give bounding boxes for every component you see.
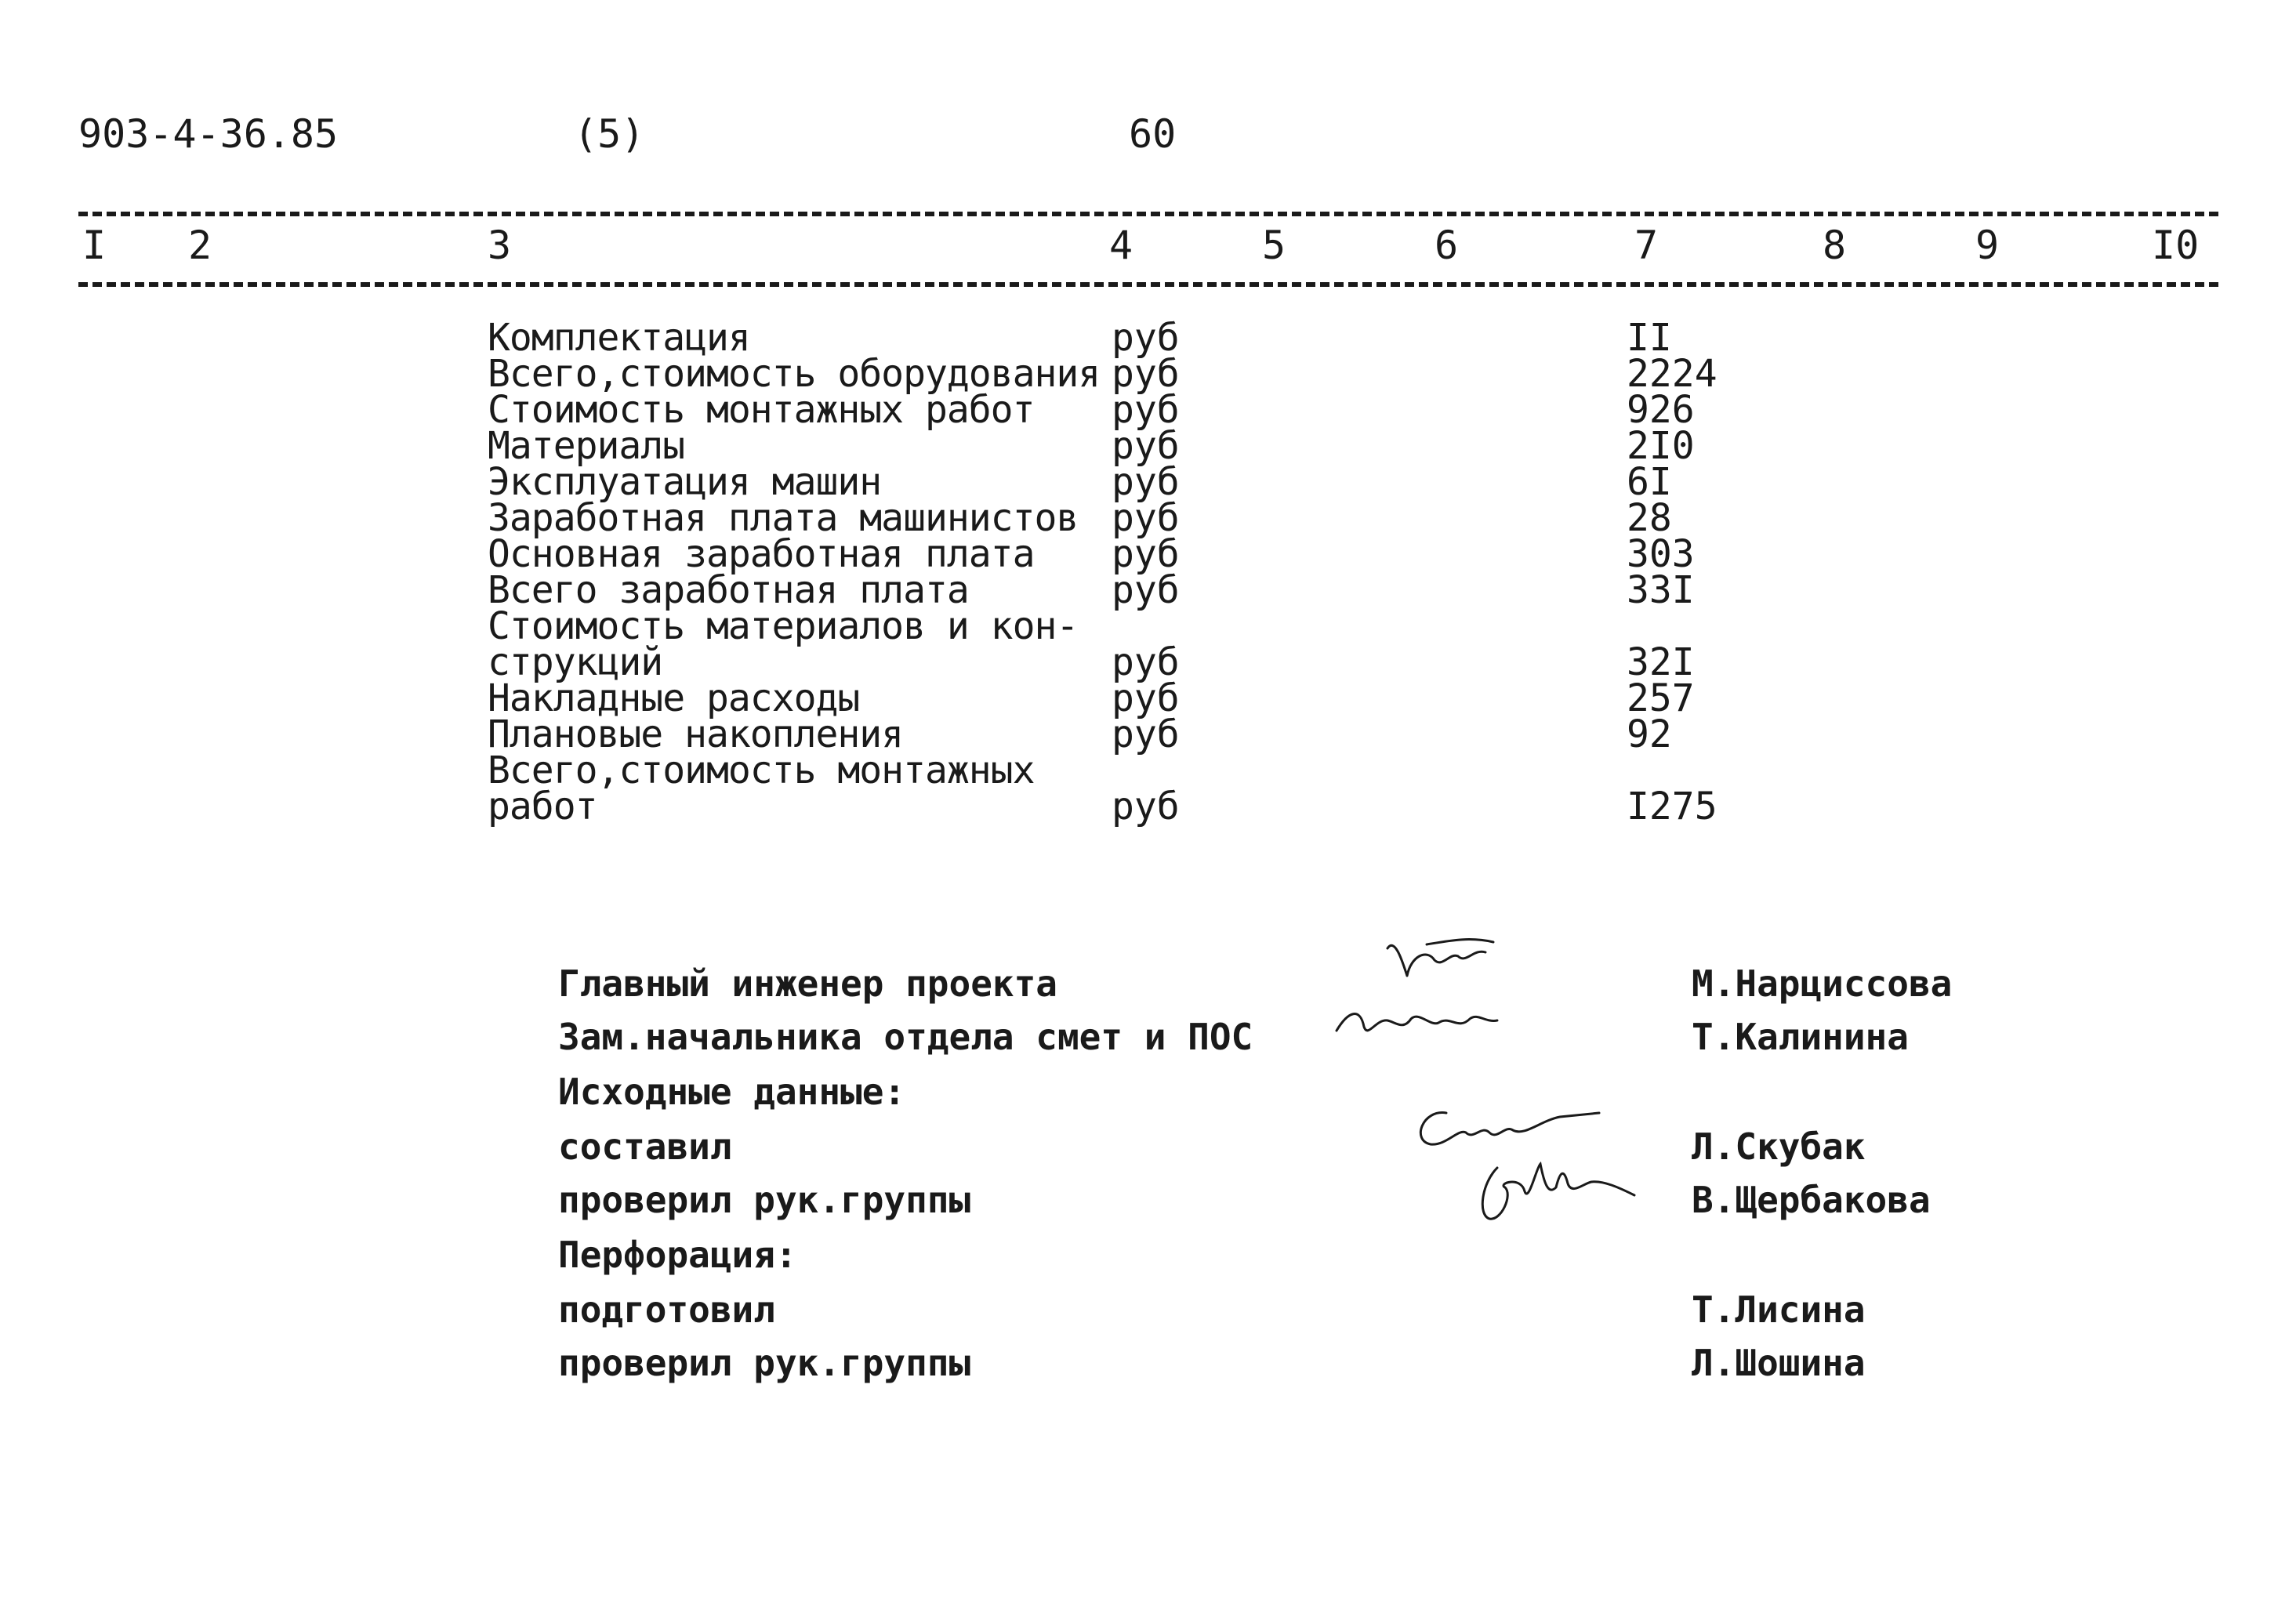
column-number: 7 bbox=[1634, 223, 1659, 268]
row-label: Плановые накопления bbox=[488, 712, 904, 756]
row-unit: руб bbox=[1112, 712, 1180, 756]
signatory-name: В.Щербакова bbox=[1692, 1179, 1931, 1221]
row-value: II bbox=[1627, 316, 1672, 360]
column-number: 2 bbox=[188, 223, 212, 268]
row-unit: руб bbox=[1112, 640, 1180, 684]
row-label: работ bbox=[488, 785, 597, 828]
row-unit: руб bbox=[1112, 785, 1180, 828]
row-label: Материалы bbox=[488, 424, 685, 468]
page-number: 60 bbox=[1129, 111, 1177, 157]
column-number: 4 bbox=[1109, 223, 1133, 268]
signatory-name: Т.Лисина bbox=[1692, 1288, 1866, 1331]
column-number: I0 bbox=[2152, 223, 2200, 268]
row-label: струкций bbox=[488, 640, 663, 684]
signature-role: подготовил bbox=[558, 1288, 775, 1331]
signature-role: Перфорация: bbox=[558, 1234, 797, 1276]
row-value: 92 bbox=[1627, 712, 1672, 756]
signature-role: проверил рук.группы bbox=[558, 1342, 971, 1384]
signature-role: Исходные данные: bbox=[558, 1071, 906, 1113]
row-value: 2224 bbox=[1627, 352, 1717, 396]
bottom-dashed-rule bbox=[78, 282, 2218, 287]
row-label: Основная заработная плата bbox=[488, 532, 1035, 576]
handwritten-signature bbox=[1403, 1097, 1615, 1160]
row-label: Всего заработная плата bbox=[488, 568, 969, 612]
column-number: 9 bbox=[1975, 223, 2000, 268]
row-label: Стоимость монтажных работ bbox=[488, 388, 1035, 432]
row-value: I275 bbox=[1627, 785, 1717, 828]
row-value: 2I0 bbox=[1627, 424, 1695, 468]
row-value: 303 bbox=[1627, 532, 1695, 576]
row-label: Эксплуатация машин bbox=[488, 460, 882, 504]
row-value: 926 bbox=[1627, 388, 1695, 432]
row-unit: руб bbox=[1112, 388, 1180, 432]
row-label: Всего,стоимость оборудования bbox=[488, 352, 1101, 396]
section-number: (5) bbox=[574, 111, 645, 157]
column-number: 5 bbox=[1262, 223, 1286, 268]
column-number: 3 bbox=[488, 223, 512, 268]
signatory-name: Л.Шошина bbox=[1692, 1342, 1866, 1384]
signature-role: проверил рук.группы bbox=[558, 1179, 971, 1221]
row-unit: руб bbox=[1112, 532, 1180, 576]
row-value: 33I bbox=[1627, 568, 1695, 612]
row-unit: руб bbox=[1112, 496, 1180, 540]
column-number: 8 bbox=[1823, 223, 1847, 268]
signatory-name: М.Нарциссова bbox=[1692, 962, 1953, 1005]
row-label: Заработная плата машинистов bbox=[488, 496, 1079, 540]
handwritten-signature bbox=[1333, 933, 1521, 1003]
row-label: Комплектация bbox=[488, 316, 750, 360]
handwritten-signature bbox=[1325, 995, 1529, 1050]
row-value: 32I bbox=[1627, 640, 1695, 684]
signatory-name: Л.Скубак bbox=[1692, 1125, 1866, 1168]
top-dashed-rule bbox=[78, 212, 2218, 216]
column-number: I bbox=[82, 223, 107, 268]
row-unit: руб bbox=[1112, 676, 1180, 720]
row-value: 257 bbox=[1627, 676, 1695, 720]
row-unit: руб bbox=[1112, 424, 1180, 468]
row-label: Всего,стоимость монтажных bbox=[488, 748, 1035, 792]
column-number: 6 bbox=[1435, 223, 1459, 268]
row-value: 28 bbox=[1627, 496, 1672, 540]
signature-role: составил bbox=[558, 1125, 732, 1168]
signature-role: Главный инженер проекта bbox=[558, 962, 1057, 1005]
row-label: Накладные расходы bbox=[488, 676, 860, 720]
row-unit: руб bbox=[1112, 316, 1180, 360]
signature-role: Зам.начальника отдела смет и ПОС bbox=[558, 1016, 1253, 1058]
row-unit: руб bbox=[1112, 352, 1180, 396]
row-unit: руб bbox=[1112, 568, 1180, 612]
handwritten-signature bbox=[1466, 1152, 1654, 1230]
row-value: 6I bbox=[1627, 460, 1672, 504]
row-unit: руб bbox=[1112, 460, 1180, 504]
row-label: Стоимость материалов и кон- bbox=[488, 604, 1079, 648]
document-code: 903-4-36.85 bbox=[78, 111, 339, 157]
signatory-name: Т.Калинина bbox=[1692, 1016, 1909, 1058]
